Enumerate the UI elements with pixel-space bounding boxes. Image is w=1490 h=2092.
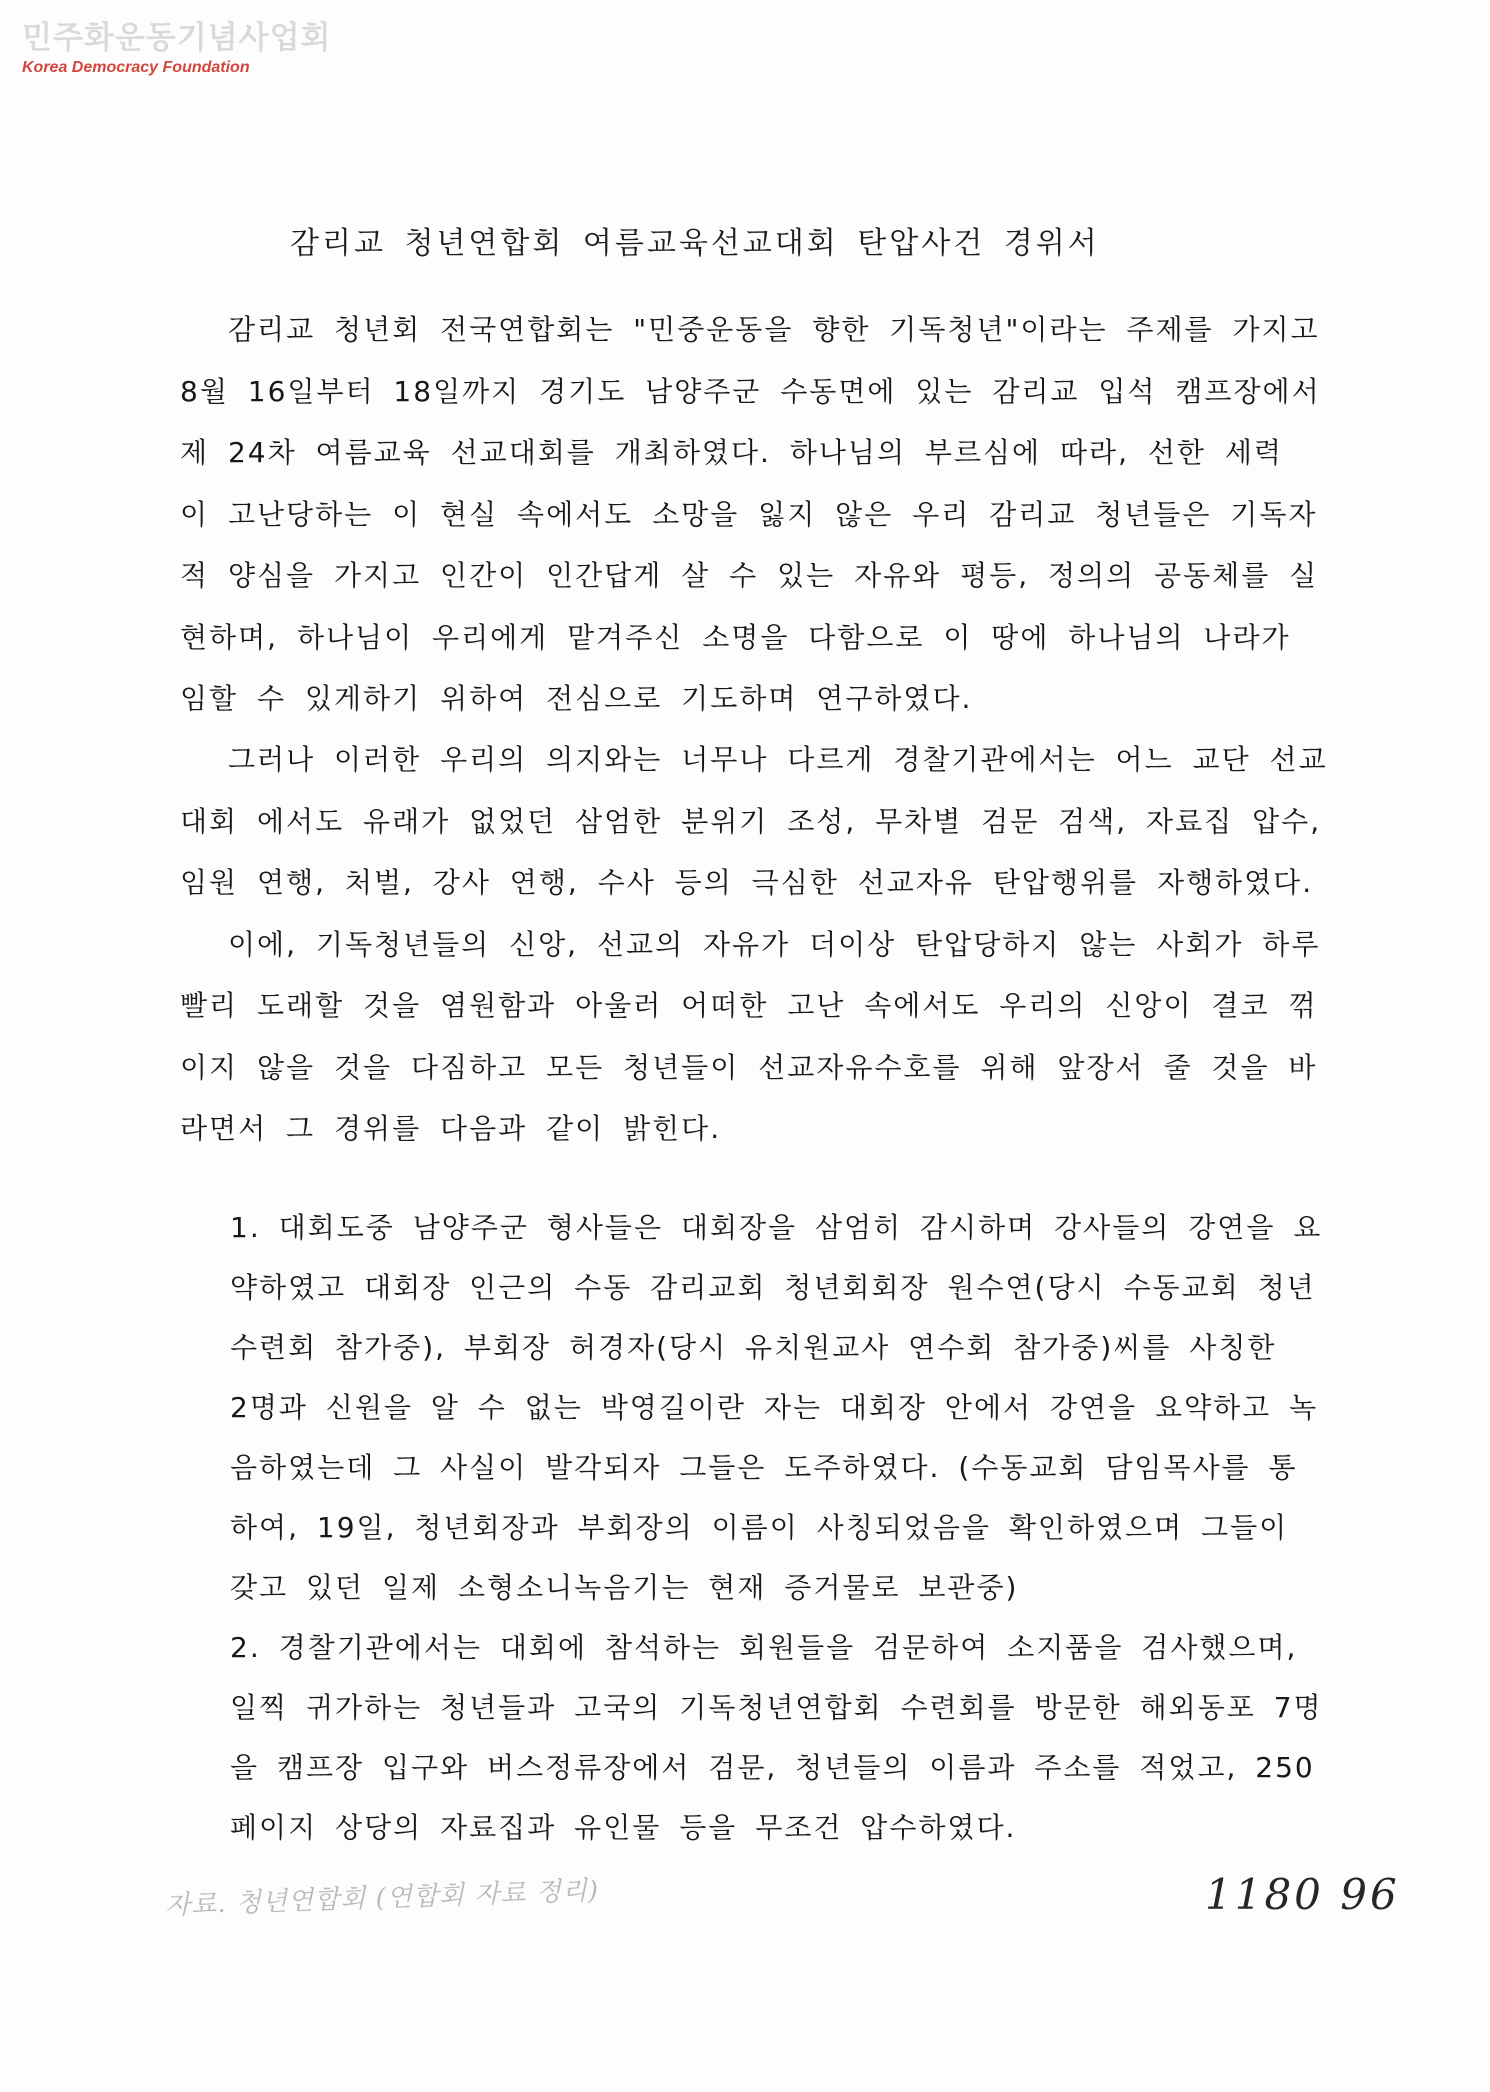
paragraph-2-line: 임원 연행, 처벌, 강사 연행, 수사 등의 극심한 선교자유 탄압행위를 자행하였다. xyxy=(180,866,1314,899)
document-title: 감리교 청년연합회 여름교육선교대회 탄압사건 경위서 xyxy=(290,226,1100,261)
intro-line: 적 양심을 가지고 인간이 인간답게 살 수 있는 자유와 평등, 정의의 공동체를 실 xyxy=(180,559,1319,592)
item-1-line: 2명과 신원을 알 수 없는 박영길이란 자는 대회장 안에서 강연을 요약하고 녹 xyxy=(230,1391,1319,1424)
item-1-line: 갖고 있던 일제 소형소니녹음기는 현재 증거물로 보관중) xyxy=(230,1571,1019,1604)
intro-line: 이 고난당하는 이 현실 속에서도 소망을 잃지 않은 우리 감리교 청년들은 기독자 xyxy=(180,498,1318,531)
item-2-line: 일찍 귀가하는 청년들과 고국의 기독청년연합회 수련회를 방문한 해외동포 7명 xyxy=(230,1691,1323,1724)
item-2-line: 을 캠프장 입구와 버스정류장에서 검문, 청년들의 이름과 주소를 적었고, 250 xyxy=(230,1751,1315,1784)
paragraph-2-line: 그러나 이러한 우리의 의지와는 너무나 다르게 경찰기관에서는 어느 교단 선교 xyxy=(228,743,1328,776)
paragraph-3-line: 이에, 기독청년들의 신앙, 선교의 자유가 더이상 탄압당하지 않는 사회가 하루 xyxy=(228,928,1321,961)
archive-faint-note: 자료. 청년연합회 (연합회 자료 정리) xyxy=(164,1875,600,1921)
foundation-watermark xyxy=(22,18,332,78)
paragraph-3-line: 라면서 그 경위를 다음과 같이 밝힌다. xyxy=(180,1112,722,1145)
intro-line: 현하며, 하나님이 우리에게 맡겨주신 소명을 다함으로 이 땅에 하나님의 나라가 xyxy=(180,621,1291,654)
intro-line: 감리교 청년회 전국연합회는 "민중운동을 향한 기독청년"이라는 주제를 가지고 xyxy=(228,313,1320,346)
paragraph-3-line: 빨리 도래할 것을 염원함과 아울러 어떠한 고난 속에서도 우리의 신앙이 결코 꺾 xyxy=(180,989,1318,1022)
item-1-line: 1. 대회도중 남양주군 형사들은 대회장을 삼엄히 감시하며 강사들의 강연을 요 xyxy=(230,1211,1323,1244)
paragraph-2-line: 대회 에서도 유래가 없었던 삼엄한 분위기 조성, 무차별 검문 검색, 자료집 압수, xyxy=(180,805,1322,838)
item-1-line: 약하였고 대회장 인근의 수동 감리교회 청년회회장 원수연(당시 수동교회 청년 xyxy=(230,1271,1316,1304)
intro-line: 제 24차 여름교육 선교대회를 개최하였다. 하나님의 부르심에 따라, 선한 세력 xyxy=(180,436,1283,469)
intro-line: 8월 16일부터 18일까지 경기도 남양주군 수동면에 있는 감리교 입석 캠프장에서 xyxy=(180,375,1321,408)
item-1-line: 하여, 19일, 청년회장과 부회장의 이름이 사칭되었음을 확인하였으며 그들이 xyxy=(230,1511,1289,1544)
item-2-line: 페이지 상당의 자료집과 유인물 등을 무조건 압수하였다. xyxy=(230,1811,1017,1844)
watermark-korean-text: 민주화운동기념사업회 xyxy=(22,20,332,56)
paragraph-3-line: 이지 않을 것을 다짐하고 모든 청년들이 선교자유수호를 위해 앞장서 줄 것을 바 xyxy=(180,1051,1318,1084)
watermark-english-text: Korea Democracy Foundation xyxy=(22,59,250,76)
item-1-line: 수련회 참가중), 부회장 허경자(당시 유치원교사 연수회 참가중)씨를 사칭한 xyxy=(230,1331,1277,1364)
item-2-line: 2. 경찰기관에서는 대회에 참석하는 회원들을 검문하여 소지품을 검사했으며, xyxy=(230,1631,1298,1664)
item-1-line: 음하였는데 그 사실이 발각되자 그들은 도주하였다. (수동교회 담임목사를 통 xyxy=(230,1451,1298,1484)
intro-line: 임할 수 있게하기 위하여 전심으로 기도하며 연구하였다. xyxy=(180,682,973,715)
archive-document-number: 1180 96 xyxy=(1205,1870,1400,1919)
